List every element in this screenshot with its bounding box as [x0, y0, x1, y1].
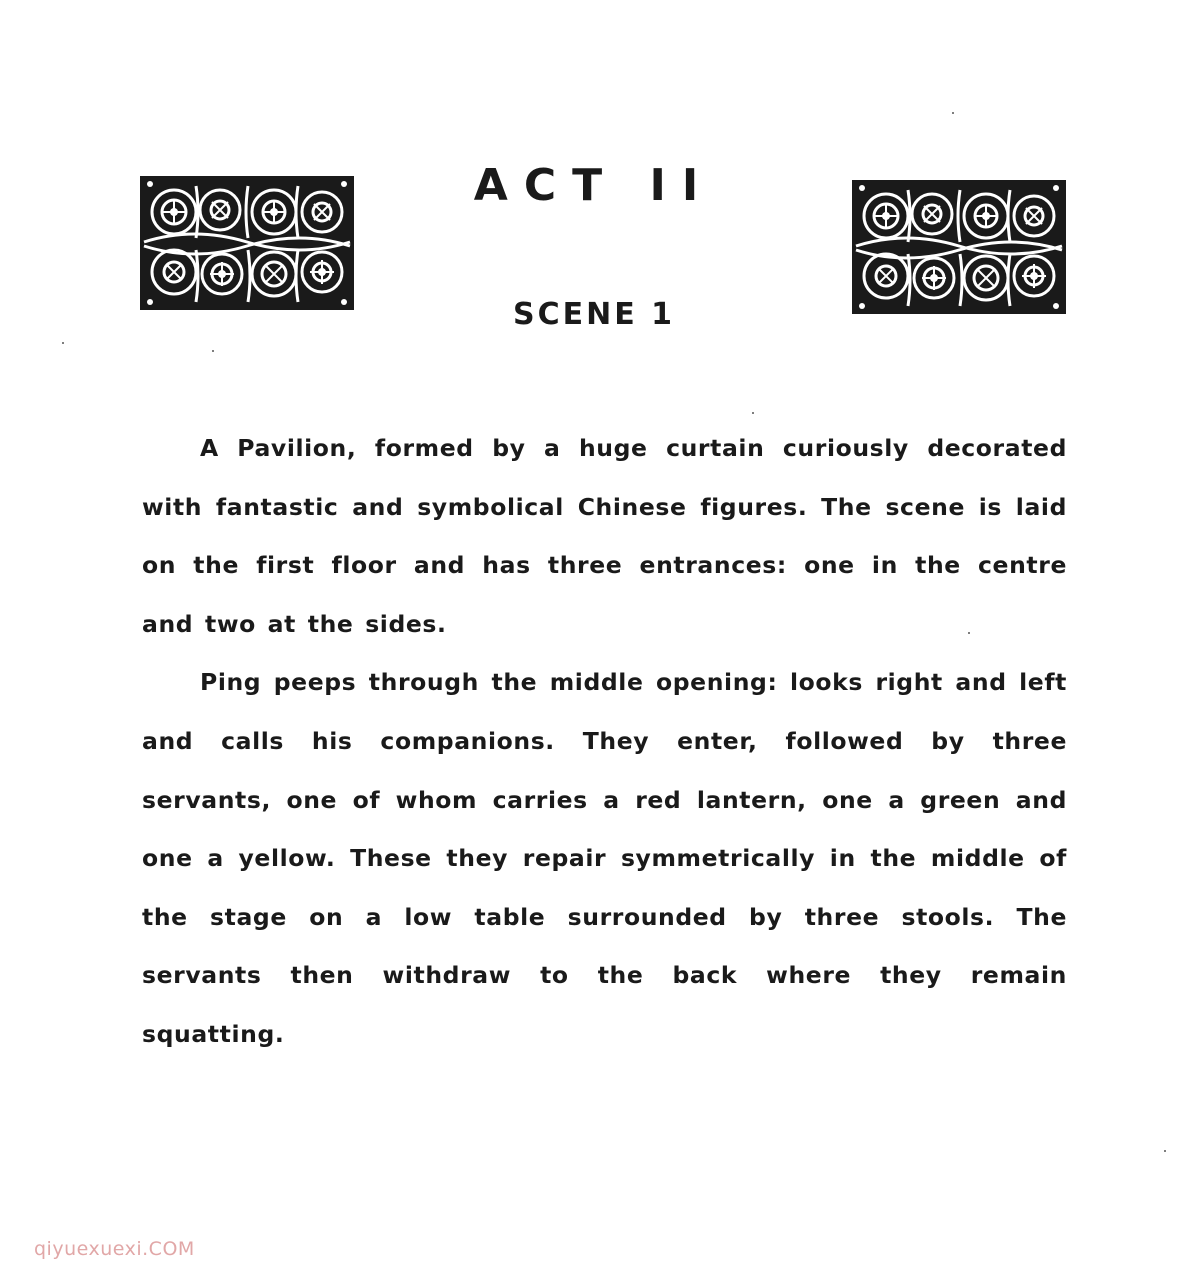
scan-speck	[1164, 1150, 1166, 1152]
scan-speck	[968, 632, 970, 634]
scene-title: SCENE 1	[512, 297, 676, 332]
stage-direction-paragraph: Ping peeps through the middle opening: looks right and left and calls his companions. They enter, followed by three servants, one of whom carries a red lantern, one a green and one a yellow. These they repair symmetrically in the middle of the stage on a low table surrounded by three stools. The servants then withdraw to the back where they remain squatting.	[142, 668, 1067, 1048]
stage-direction-paragraph: A Pavilion, formed by a huge curtain curiously decorated with fantastic and symbolical Chinese figures. The scene is laid on the first floor and has three entrances: one in the centre and two at the sides.	[142, 434, 1067, 638]
stage-directions	[142, 419, 1067, 1064]
scan-speck	[212, 350, 214, 352]
scan-speck	[752, 412, 754, 414]
scan-speck	[952, 112, 954, 114]
act-title: ACT II	[473, 160, 715, 211]
site-watermark: qiyuexuexi.COM	[34, 1238, 195, 1260]
scan-speck	[62, 342, 64, 344]
